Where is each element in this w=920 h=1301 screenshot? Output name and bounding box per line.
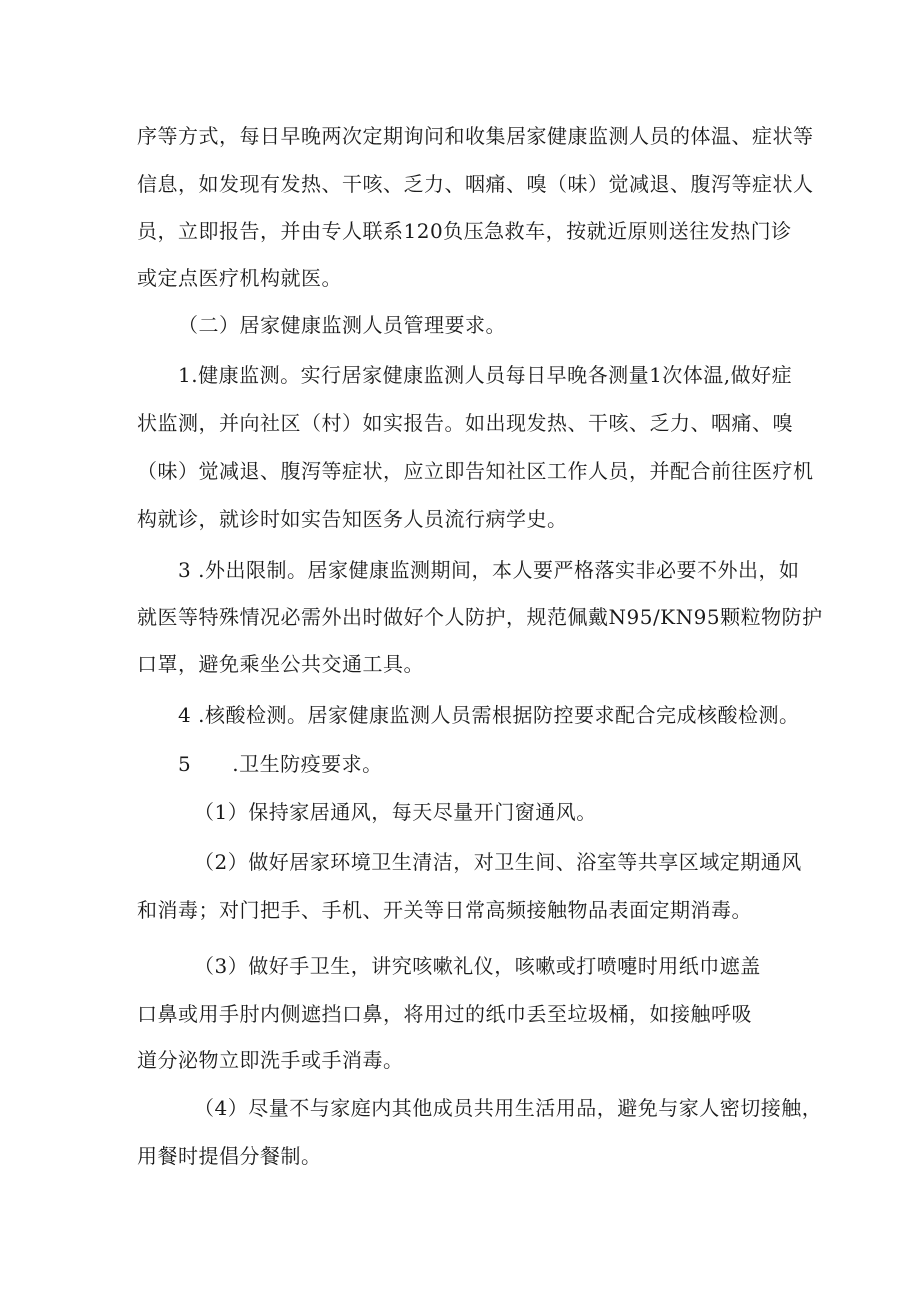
text-line: 口鼻或用手肘内侧遮挡口鼻，将用过的纸巾丢至垃圾桶，如接触呼吸	[137, 1002, 752, 1026]
text-line: 道分泌物立即洗手或手消毒。	[137, 1048, 404, 1072]
text-line: 5 .卫生防疫要求。	[178, 752, 383, 776]
text-line: 3 .外出限制。居家健康监测期间，本人要严格落实非必要不外出，如	[178, 558, 800, 582]
text-line: （3）做好手卫生，讲究咳嗽礼仪，咳嗽或打喷嚏时用纸巾遮盖	[194, 954, 761, 978]
text-line: 口罩，避免乘坐公共交通工具。	[137, 652, 424, 676]
text-line: 序等方式，每日早晚两次定期询问和收集居家健康监测人员的体温、症状等	[137, 124, 814, 148]
text-line: （1）保持家居通风，每天尽量开门窗通风。	[194, 800, 597, 824]
section-heading: （二）居家健康监测人员管理要求。	[178, 313, 506, 337]
text-line: 员，立即报告，并由专人联系120负压急救车，按就近原则送往发热门诊	[137, 219, 792, 243]
text-line: 和消毒；对门把手、手机、开关等日常高频接触物品表面定期消毒。	[137, 898, 752, 922]
text-line: （4）尽量不与家庭内其他成员共用生活用品，避免与家人密切接触，	[194, 1096, 823, 1120]
text-line: 1.健康监测。实行居家健康监测人员每日早晚各测量1次体温,做好症	[178, 363, 793, 387]
text-line: 4 .核酸检测。居家健康监测人员需根据防控要求配合完成核酸检测。	[178, 703, 800, 727]
text-line: （味）觉减退、腹泻等症状，应立即告知社区工作人员，并配合前往医疗机	[137, 459, 814, 483]
text-line: 信息，如发现有发热、干咳、乏力、咽痛、嗅（味）觉减退、腹泻等症状人	[137, 172, 814, 196]
text-line: 用餐时提倡分餐制。	[137, 1144, 322, 1168]
text-line: 或定点医疗机构就医。	[137, 266, 342, 290]
text-line: （2）做好居家环境卫生清洁，对卫生间、浴室等共享区域定期通风	[194, 850, 802, 874]
text-line: 就医等特殊情况必需外出时做好个人防护，规范佩戴N95/KN95颗粒物防护	[137, 605, 823, 629]
text-line: 状监测，并向社区（村）如实报告。如出现发热、干咳、乏力、咽痛、嗅	[137, 411, 793, 435]
text-line: 构就诊，就诊时如实告知医务人员流行病学史。	[137, 507, 568, 531]
